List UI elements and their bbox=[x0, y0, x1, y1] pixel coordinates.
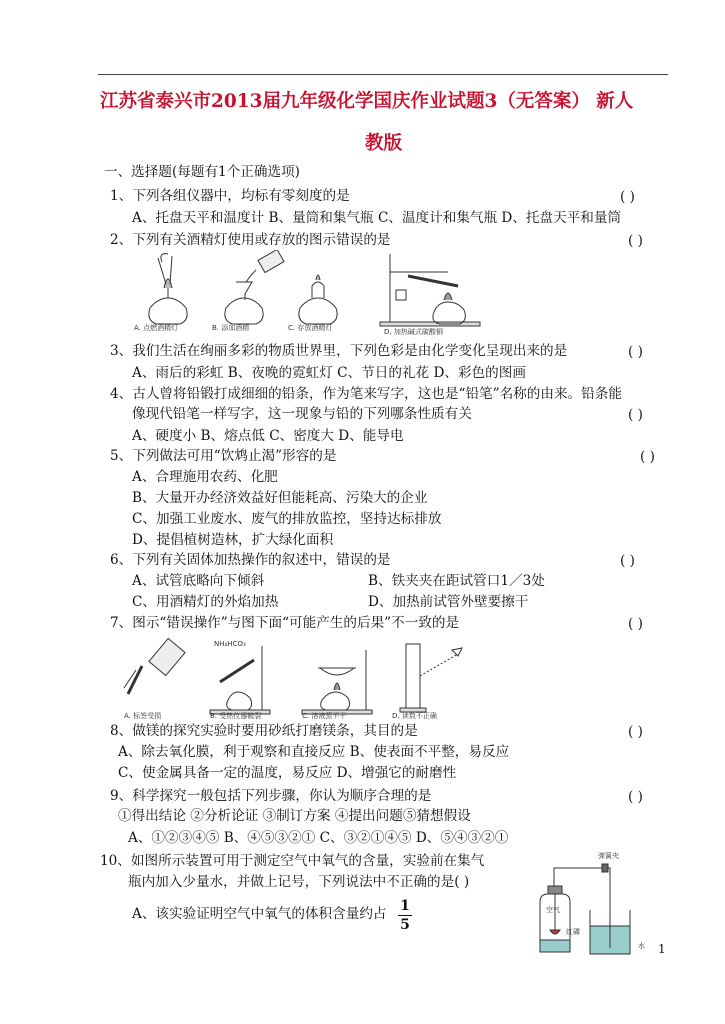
q1-stem: 1、下列各组仪器中，均标有零刻度的是 bbox=[110, 188, 350, 204]
q4-stem-line-2: 像现代铅笔一样写字，这一现象与铅的下列哪条性质有关 bbox=[132, 406, 472, 422]
q6-option-c: C、用酒精灯的外焰加热 bbox=[132, 594, 279, 610]
q5-option-b: B、大量开办经济效益好但能耗高、污染大的企业 bbox=[132, 490, 428, 506]
q7-fig-d bbox=[400, 644, 462, 712]
q10-label-air: 空气 bbox=[546, 906, 560, 914]
q2-answer-paren: ( ) bbox=[628, 233, 643, 249]
q7-fig-b bbox=[210, 646, 270, 714]
q2-fig-c bbox=[299, 275, 337, 324]
q10-label-phosphorus: 红磷 bbox=[566, 928, 580, 936]
fraction-numerator: 1 bbox=[400, 898, 410, 914]
q6-option-a: A、试管底略向下倾斜 bbox=[132, 573, 265, 589]
q6-answer-paren: ( ) bbox=[620, 553, 635, 569]
q4-stem-line-1: 4、古人曾将铅锻打成细细的铅条，作为笔来写字，这也是“铅笔”名称的由来。铅条能 bbox=[110, 386, 622, 402]
q4-options: A、硬度小 B、熔点低 C、密度大 D、能导电 bbox=[132, 428, 404, 444]
q10-fraction bbox=[398, 898, 412, 933]
fraction-bar bbox=[398, 915, 412, 916]
q1-options: A、托盘天平和温度计 B、量筒和集气瓶 C、温度计和集气瓶 D、托盘天平和量筒 bbox=[132, 210, 622, 226]
q2-stem: 2、下列有关酒精灯使用或存放的图示错误的是 bbox=[110, 232, 391, 248]
q9-steps: ①得出结论 ②分析论证 ③制订方案 ④提出问题⑤猜想假设 bbox=[118, 808, 471, 824]
q2-figure bbox=[128, 250, 488, 336]
q3-stem: 3、我们生活在绚丽多彩的物质世界里，下列色彩是由化学变化呈现出来的是 bbox=[110, 343, 568, 359]
q7-caption-a: A. 标签受损 bbox=[124, 712, 162, 720]
q10-apparatus-figure bbox=[526, 848, 666, 960]
q7-fig-c bbox=[302, 650, 372, 714]
q2-caption-b: B. 添加酒精 bbox=[212, 324, 250, 332]
q2-fig-a bbox=[149, 254, 187, 324]
q2-caption-d: D. 加热碱式碳酸铜 bbox=[384, 328, 443, 336]
q5-option-a: A、合理施用农药、化肥 bbox=[132, 469, 278, 485]
q5-option-d: D、提倡植树造林，扩大绿化面积 bbox=[132, 532, 334, 548]
q4-answer-paren: ( ) bbox=[628, 407, 643, 423]
q7-figure bbox=[122, 636, 472, 722]
q7-caption-b: B. 受热仪器破裂 bbox=[210, 712, 262, 720]
page-number: 1 bbox=[658, 942, 666, 956]
q6-option-d: D、加热前试管外壁要擦干 bbox=[368, 594, 529, 610]
q10-label-water: 水 bbox=[638, 942, 645, 950]
q3-answer-paren: ( ) bbox=[628, 344, 643, 360]
q9-stem: 9、科学探究一般包括下列步骤，你认为顺序合理的是 bbox=[110, 788, 432, 804]
q5-option-c: C、加强工业废水、废气的排放监控，坚持达标排放 bbox=[132, 511, 442, 527]
q10-stem-line-2: 瓶内加入少量水，并做上记号，下列说法中不正确的是( ) bbox=[128, 874, 470, 890]
q2-fig-d bbox=[380, 254, 480, 326]
q6-option-b: B、铁夹夹在距试管口1／3处 bbox=[368, 573, 545, 589]
q7-caption-c: C. 溶液蒸不干 bbox=[302, 712, 347, 720]
q2-caption-a: A. 点燃酒精灯 bbox=[134, 324, 179, 332]
q7-formula: NH₄HCO₃ bbox=[214, 640, 246, 648]
q10-stem-line-1: 10、如图所示装置可用于测定空气中氧气的含量，实验前在集气 bbox=[100, 853, 485, 869]
q5-answer-paren: ( ) bbox=[640, 449, 655, 465]
title-line-2: 教版 bbox=[365, 133, 403, 154]
q3-options: A、雨后的彩虹 B、夜晚的霓虹灯 C、节日的礼花 D、彩色的图画 bbox=[132, 365, 526, 381]
section-heading: 一、选择题(每题有1个正确选项) bbox=[104, 164, 300, 180]
q7-fig-a bbox=[124, 638, 185, 694]
q7-stem: 7、图示“错误操作”与图下面“可能产生的后果”不一致的是 bbox=[110, 615, 460, 631]
q9-answer-paren: ( ) bbox=[628, 789, 643, 805]
header-rule bbox=[98, 74, 668, 75]
fraction-denominator: 5 bbox=[400, 917, 410, 933]
q8-answer-paren: ( ) bbox=[628, 724, 643, 740]
q1-answer-paren: ( ) bbox=[620, 189, 635, 205]
q7-answer-paren: ( ) bbox=[628, 616, 643, 632]
q5-stem: 5、下列做法可用“饮鸩止渴”形容的是 bbox=[110, 448, 337, 464]
q9-options: A、①②③④⑤ B、④⑤③②① C、③②①④⑤ D、⑤④③②① bbox=[128, 830, 509, 846]
q8-options-line-1: A、除去氧化膜，利于观察和直接反应 B、使表面不平整，易反应 bbox=[118, 744, 510, 760]
q10-option-a: A、该实验证明空气中氧气的体积含量约占 bbox=[132, 906, 387, 922]
q10-label-clip: 弹簧夹 bbox=[598, 852, 619, 860]
title-line-1: 江苏省泰兴市2013届九年级化学国庆作业试题3（无答案） 新人 bbox=[100, 91, 634, 112]
q8-stem: 8、做镁的探究实验时要用砂纸打磨镁条，其目的是 bbox=[110, 723, 418, 739]
q2-fig-b bbox=[225, 250, 284, 324]
q7-caption-d: D. 读数不正确 bbox=[392, 712, 437, 720]
q6-stem: 6、下列有关固体加热操作的叙述中，错误的是 bbox=[110, 552, 391, 568]
q8-options-line-2: C、使金属具备一定的温度，易反应 D、增强它的耐磨性 bbox=[118, 765, 457, 781]
q2-caption-c: C. 存放酒精灯 bbox=[288, 324, 333, 332]
